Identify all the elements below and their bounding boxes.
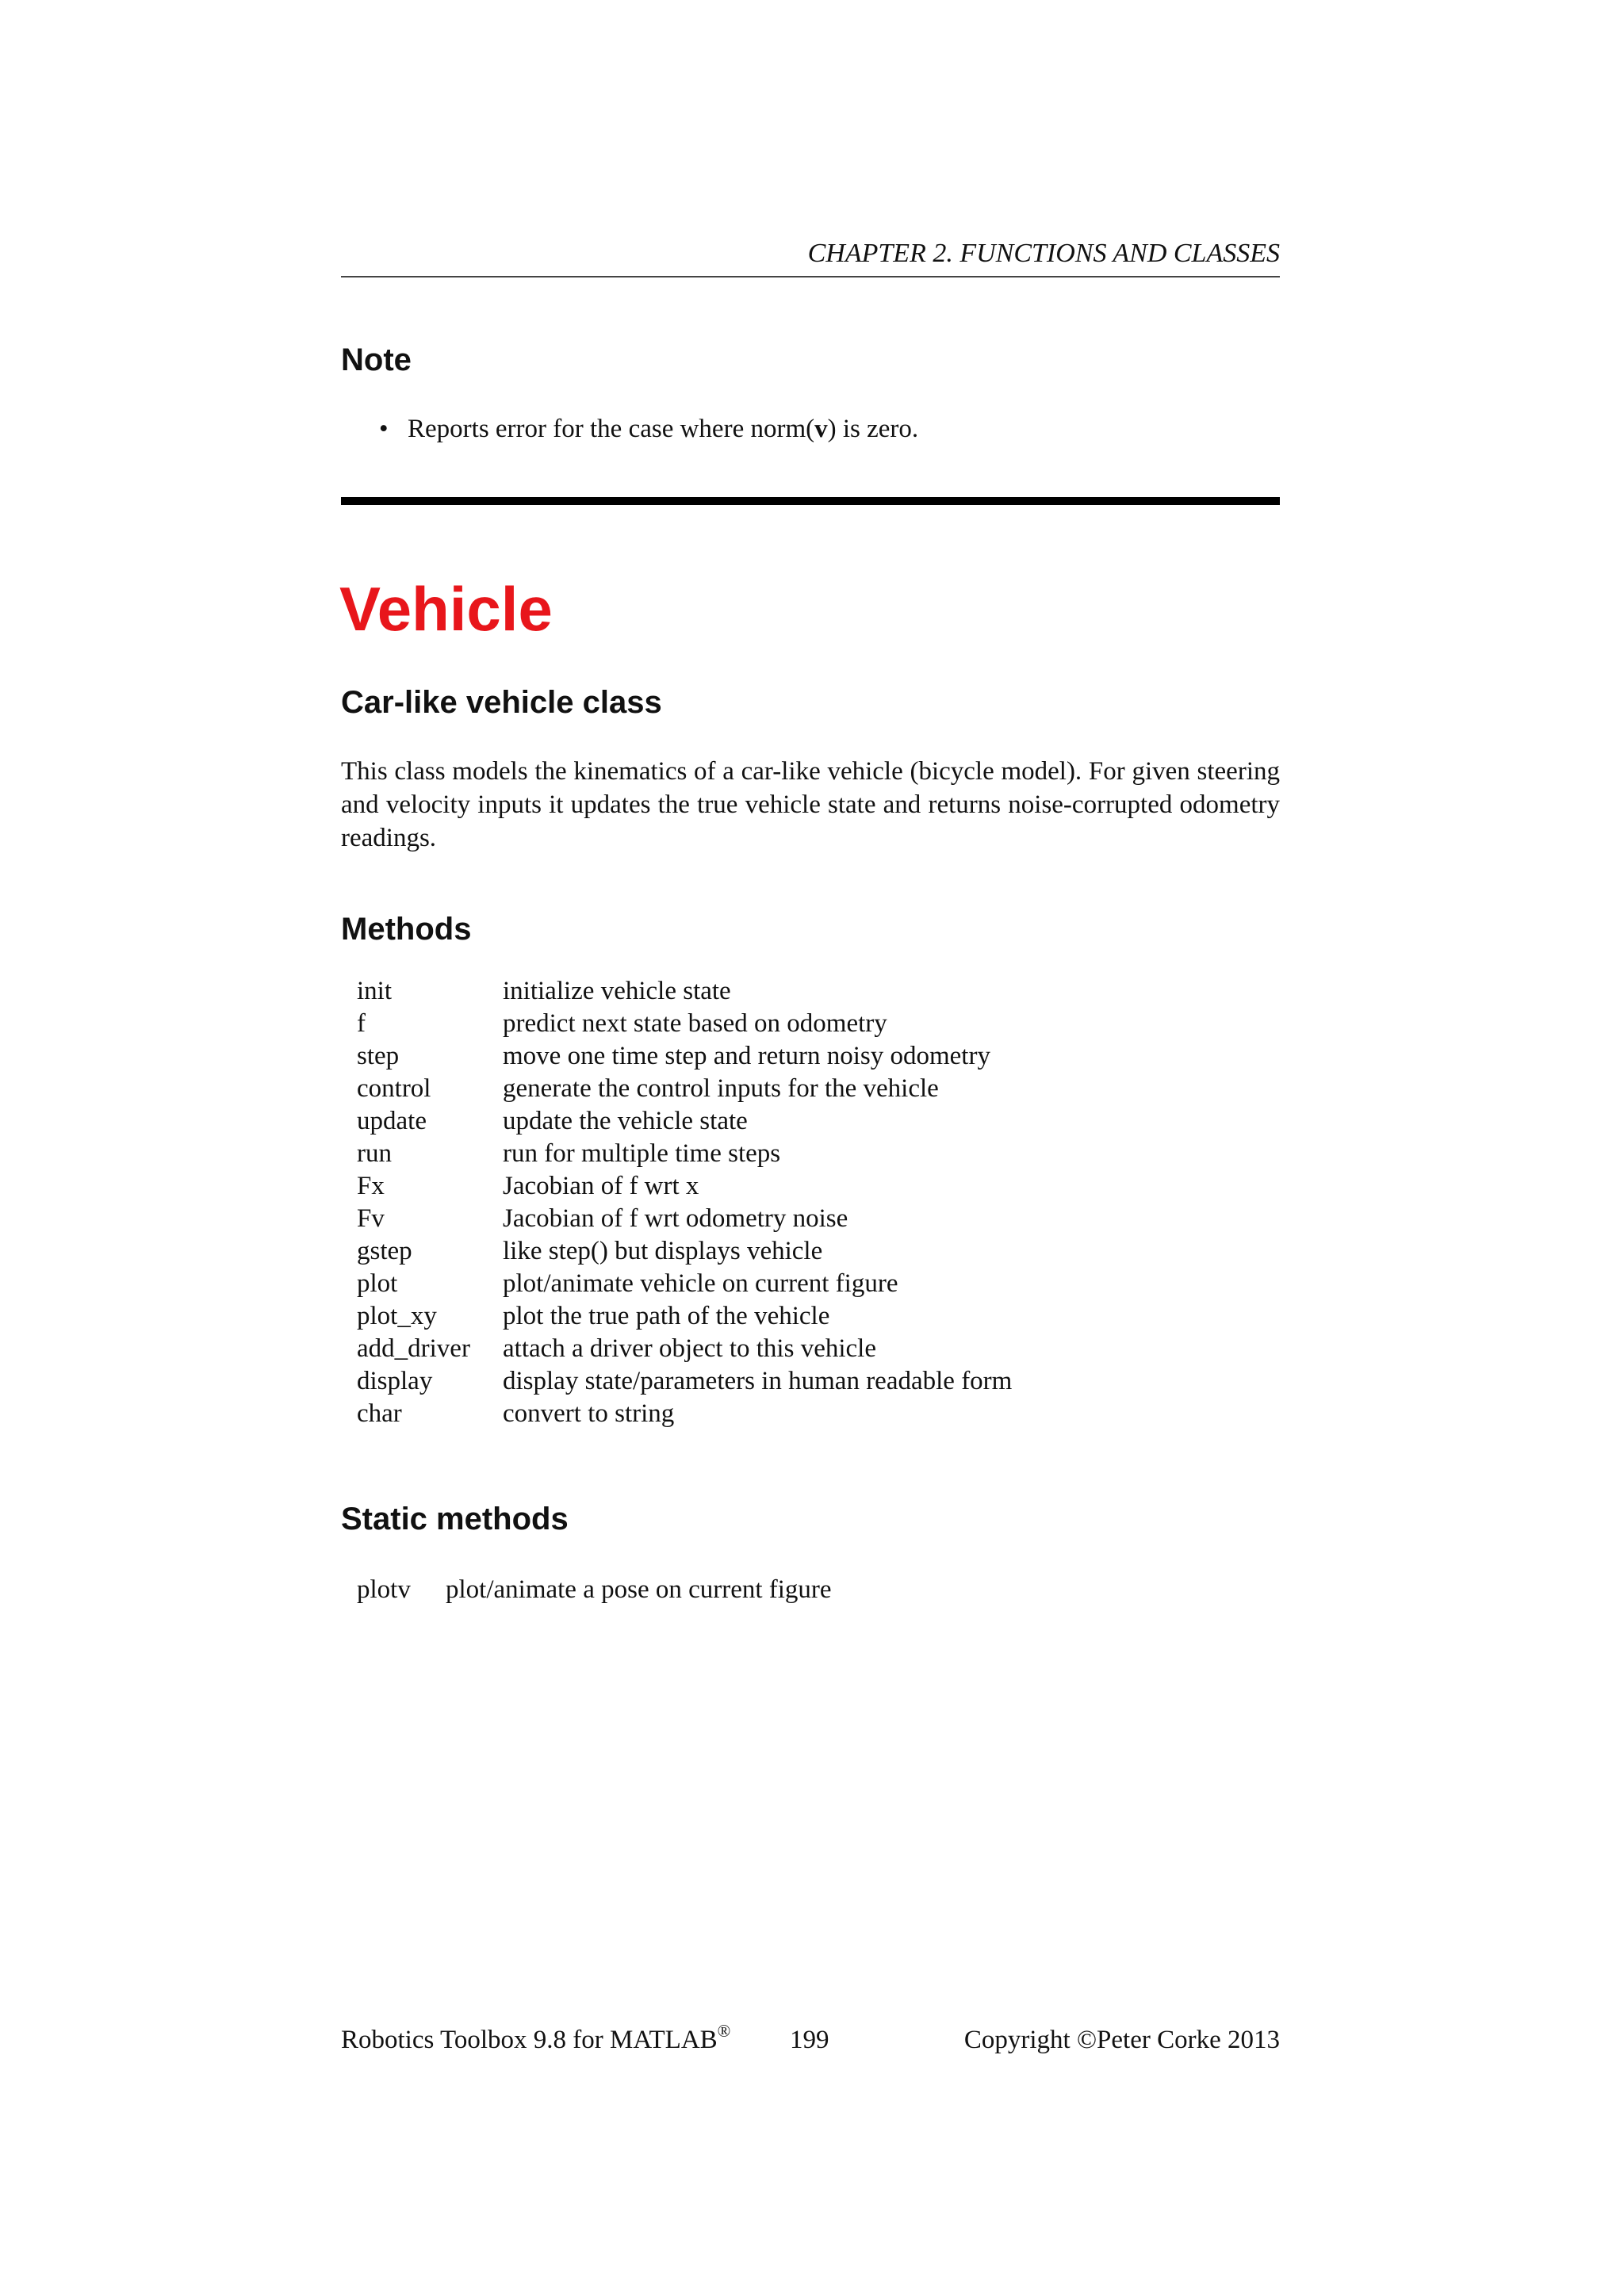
method-description: attach a driver object to this vehicle: [503, 1334, 876, 1363]
method-row: [357, 1235, 1012, 1268]
method-row: [357, 1138, 1012, 1170]
footer-copyright: Copyright ©Peter Corke 2013: [963, 2026, 1280, 2054]
class-description: This class models the kinematics of a car-like vehicle (bicycle model). For given steering and velocity inputs it updates the true vehicle state and returns noise-corrupted odometry readings.: [341, 757, 1280, 852]
note-heading: Note: [341, 342, 412, 377]
method-description: Jacobian of f wrt odometry noise: [503, 1204, 848, 1233]
method-name: init: [357, 977, 393, 1005]
methods-heading: Methods: [341, 912, 472, 947]
note-bullet-item: [379, 412, 918, 446]
method-row: [357, 1073, 1012, 1105]
method-description: initialize vehicle state: [503, 977, 731, 1005]
method-row: [357, 1268, 1012, 1300]
method-description: generate the control inputs for the vehicle: [503, 1074, 939, 1103]
running-header: [341, 238, 1280, 277]
class-subtitle: Car-like vehicle class: [341, 685, 662, 720]
method-row: [357, 1105, 1012, 1138]
method-name: char: [357, 1399, 402, 1428]
method-name: step: [357, 1042, 400, 1070]
class-title: Vehicle: [339, 574, 553, 644]
method-name: update: [357, 1107, 427, 1135]
method-row: [357, 1333, 1012, 1365]
note-text-before: Reports error for the case where norm(: [408, 415, 815, 443]
method-row: [357, 1300, 1012, 1333]
method-description: display state/parameters in human readable form: [503, 1367, 1013, 1395]
method-row: [357, 975, 1012, 1008]
method-description: update the vehicle state: [503, 1107, 748, 1135]
method-row: [357, 1040, 1012, 1073]
chapter-title: CHAPTER 2. FUNCTIONS AND CLASSES: [807, 239, 1280, 268]
method-row: [357, 1170, 1012, 1203]
page-number: 199: [790, 2026, 829, 2054]
footer-product: [341, 2020, 730, 2060]
bullet-icon: •: [379, 415, 389, 443]
method-description: predict next state based on odometry: [503, 1009, 887, 1038]
note-text-bold: v: [814, 415, 828, 443]
method-name: gstep: [357, 1237, 412, 1265]
method-name: add_driver: [357, 1334, 470, 1363]
method-row: [357, 1365, 1012, 1398]
method-name: Fx: [357, 1172, 385, 1200]
method-description: run for multiple time steps: [503, 1139, 781, 1168]
method-name: plot: [357, 1269, 398, 1298]
method-description: move one time step and return noisy odometry: [503, 1042, 990, 1070]
note-text-after: ) is zero.: [827, 415, 919, 443]
static-method-row: [357, 1573, 832, 1606]
method-name: Fv: [357, 1204, 385, 1233]
section-divider: [341, 497, 1280, 505]
method-description: plot the true path of the vehicle: [503, 1302, 830, 1330]
method-name: plotv: [357, 1575, 411, 1604]
method-description: plot/animate a pose on current figure: [446, 1575, 832, 1604]
footer-product-name: Robotics Toolbox 9.8 for MATLAB: [341, 2026, 718, 2054]
methods-table: [357, 975, 1012, 1430]
method-name: run: [357, 1139, 392, 1168]
method-description: plot/animate vehicle on current figure: [503, 1269, 898, 1298]
method-description: Jacobian of f wrt x: [503, 1172, 699, 1200]
method-name: f: [357, 1009, 366, 1038]
static-methods-heading: Static methods: [341, 1502, 569, 1536]
registered-mark: ®: [717, 2021, 731, 2041]
method-name: plot_xy: [357, 1302, 437, 1330]
method-description: convert to string: [503, 1399, 675, 1428]
method-name: control: [357, 1074, 431, 1103]
method-row: [357, 1203, 1012, 1235]
method-row: [357, 1008, 1012, 1040]
method-row: [357, 1398, 1012, 1430]
method-name: display: [357, 1367, 433, 1395]
static-methods-table: [357, 1573, 832, 1606]
method-description: like step() but displays vehicle: [503, 1237, 823, 1265]
page-footer: [341, 2020, 1280, 2060]
